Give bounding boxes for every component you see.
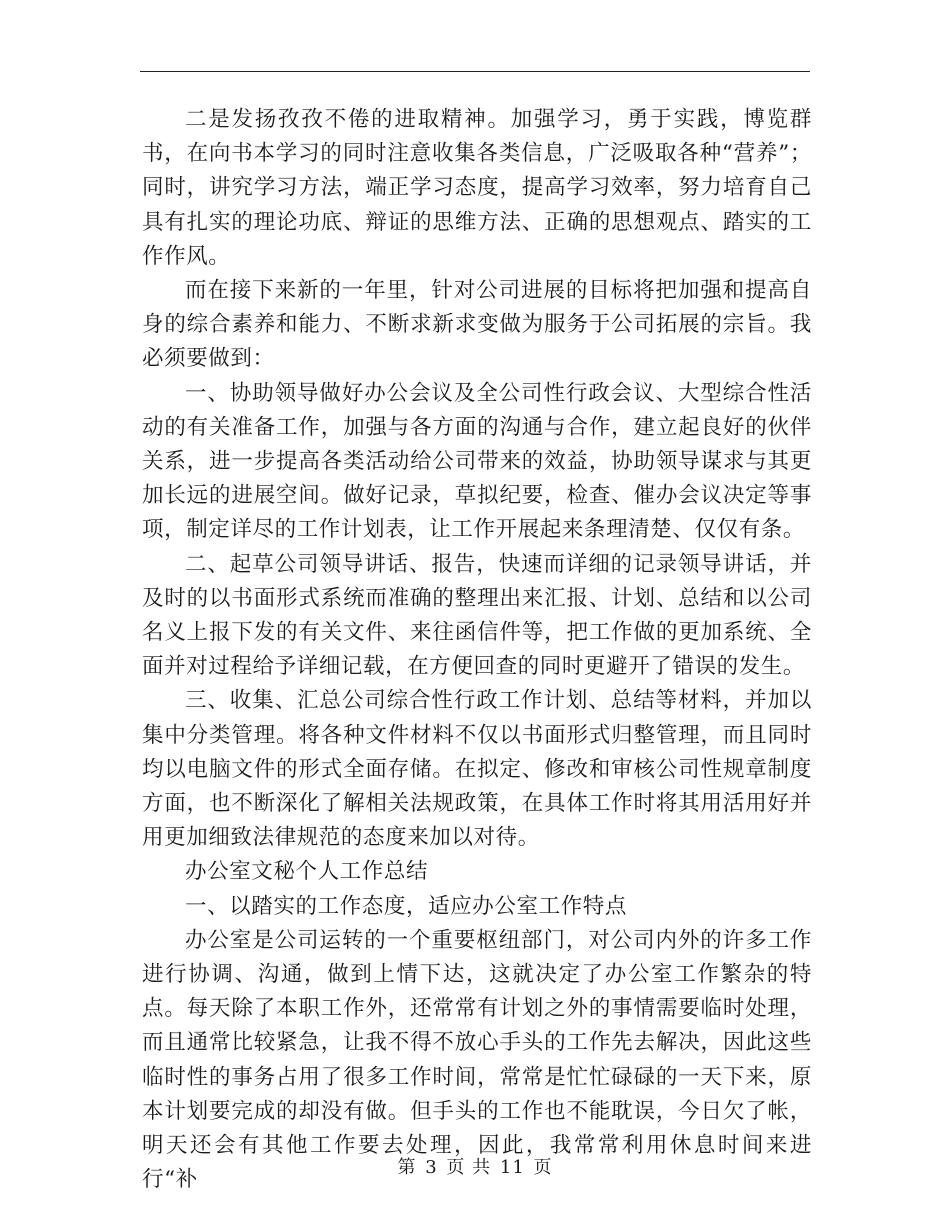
footer-middle: 页 共 bbox=[446, 1157, 492, 1178]
footer-suffix: 页 bbox=[533, 1157, 553, 1178]
header-rule bbox=[140, 71, 810, 72]
paragraph-3: 一、协助领导做好办公会议及全公司性行政会议、大型综合性活动的有关准备工作，加强与各方面的沟通与合作，建立起良好的伙伴关系，进一步提高各类活动给公司带来的效益，协助领导谋求与其更加长远的进展空间。做好记录，草拟纪要，检查、催办会议决定等事项，制定详尽的工作计划表，让工作开展起来条理清楚、仅仅有条。 bbox=[142, 380, 812, 543]
paragraph-4: 二、起草公司领导讲话、报告，快速而详细的记录领导讲话，并及时的以书面形式系统而准确的整理出来汇报、计划、总结和以公司名义上报下发的有关文件、来往函信件等，把工作做的更加系统、全面并对过程给予详细记载，在方便回查的同时更避开了错误的发生。 bbox=[142, 551, 812, 680]
page-footer bbox=[0, 1153, 950, 1179]
document-body bbox=[142, 103, 812, 1198]
paragraph-6: 办公室是公司运转的一个重要枢纽部门，对公司内外的许多工作进行协调、沟通，做到上情下达，这就决定了办公室工作繁杂的特点。每天除了本职工作外，还常常有计划之外的事情需要临时处理，而且通常比较紧急，让我不得不放心手头的工作先去解决，因此这些临时性的事务占用了很多工作时间，常常是忙忙碌碌的一天下来，原本计划要完成的却没有做。但手头的工作也不能耽误，今日欠了帐，明天还会有其他工作要去处理，因此，我常常利用休息时间来进行“补 bbox=[142, 927, 812, 1193]
paragraph-2: 而在接下来新的一年里，针对公司进展的目标将把加强和提高自身的综合素养和能力、不断求新求变做为服务于公司拓展的宗旨。我必须要做到： bbox=[142, 278, 812, 372]
section-title: 办公室文秘个人工作总结 bbox=[185, 859, 429, 885]
paragraph-5: 三、收集、汇总公司综合性行政工作计划、总结等材料，并加以集中分类管理。将各种文件材料不仅以书面形式归整管理，而且同时均以电脑文件的形式全面存储。在拟定、修改和审核公司性规章制度方面，也不断深化了解相关法规政策，在具体工作时将其用活用好并用更加细致法律规范的态度来加以对待。 bbox=[142, 688, 812, 851]
footer-total-pages: 11 bbox=[499, 1157, 525, 1178]
section-subheading: 一、以踏实的工作态度，适应办公室工作特点 bbox=[185, 893, 628, 919]
footer-prefix: 第 bbox=[397, 1157, 417, 1178]
footer-page-number: 3 bbox=[425, 1157, 438, 1178]
paragraph-1: 二是发扬孜孜不倦的进取精神。加强学习，勇于实践，博览群书，在向书本学习的同时注意收集各类信息，广泛吸取各种“营养”；同时，讲究学习方法，端正学习态度，提高学习效率，努力培育自己具有扎实的理论功底、辩证的思维方法、正确的思想观点、踏实的工作作风。 bbox=[142, 107, 812, 269]
